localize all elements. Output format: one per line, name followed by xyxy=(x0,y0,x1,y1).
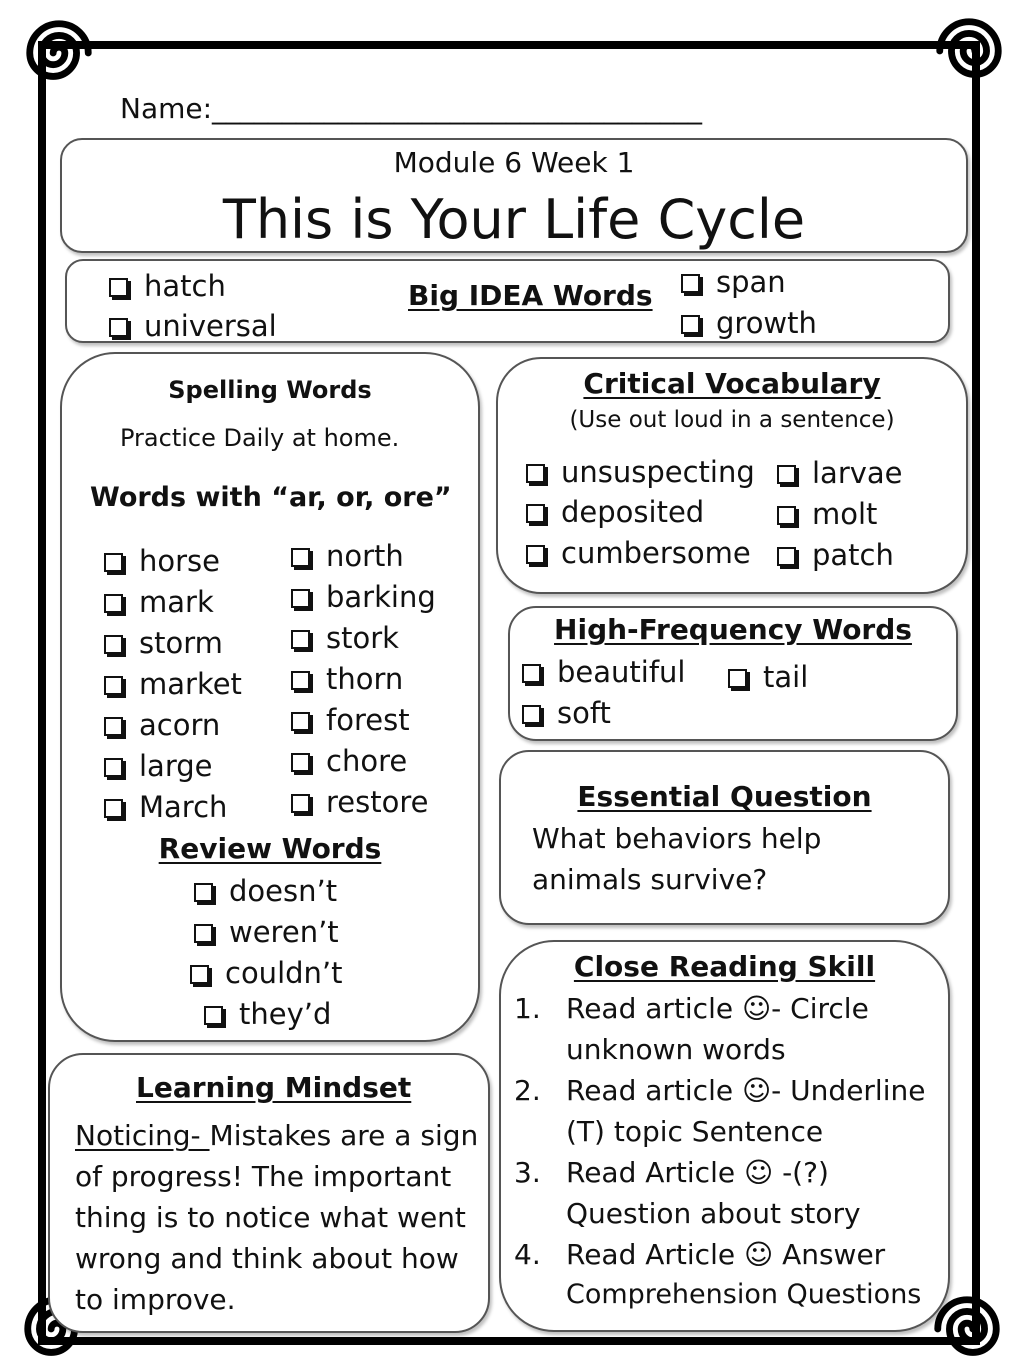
close-reading-number: 2. xyxy=(514,1074,541,1107)
review-heading: Review Words xyxy=(158,832,382,865)
close-reading-step: unknown words xyxy=(566,1033,786,1066)
close-reading-step: (T) topic Sentence xyxy=(566,1115,824,1148)
review-word[interactable]: doesn’t xyxy=(194,874,337,908)
swirl-ornament-top-left xyxy=(20,14,98,92)
review-word[interactable]: couldn’t xyxy=(190,956,343,990)
vocab-word[interactable]: unsuspecting xyxy=(526,455,755,489)
essential-question-heading: Essential Question xyxy=(577,780,872,813)
spelling-word[interactable]: mark xyxy=(104,585,214,619)
vocab-word[interactable]: deposited xyxy=(526,495,704,529)
spelling-word[interactable]: thorn xyxy=(291,662,403,696)
spelling-instruction: Practice Daily at home. xyxy=(120,424,400,452)
learning-mindset-heading: Learning Mindset xyxy=(136,1071,412,1104)
name-field[interactable]: Name:___________________________________ xyxy=(120,92,703,125)
critical-vocab-note: (Use out loud in a sentence) xyxy=(569,407,895,433)
review-word[interactable]: weren’t xyxy=(194,915,339,949)
spelling-word[interactable]: chore xyxy=(291,744,407,778)
vocab-word[interactable]: larvae xyxy=(777,456,903,490)
big-idea-box xyxy=(65,259,950,343)
mindset-text: thing is to notice what went xyxy=(75,1201,466,1234)
mindset-text: of progress! The important xyxy=(75,1160,452,1193)
vocab-word[interactable]: cumbersome xyxy=(526,536,751,570)
spelling-heading: Spelling Words xyxy=(168,376,372,404)
spelling-word[interactable]: acorn xyxy=(104,708,220,742)
vocab-word[interactable]: molt xyxy=(777,497,877,531)
page-title: This is Your Life Cycle xyxy=(222,188,806,251)
spelling-word[interactable]: restore xyxy=(291,785,428,819)
high-frequency-box xyxy=(508,606,958,741)
close-reading-step: Read Article ☺ -(?) xyxy=(566,1156,829,1189)
high-frequency-word[interactable]: beautiful xyxy=(522,655,685,689)
spelling-box xyxy=(60,352,480,1042)
spelling-pattern: Words with “ar, or, ore” xyxy=(90,482,452,513)
essential-question-box xyxy=(499,750,950,925)
title-box xyxy=(60,138,968,253)
spelling-word[interactable]: large xyxy=(104,749,213,783)
high-frequency-word[interactable]: soft xyxy=(522,696,611,730)
essential-question-text: animals survive? xyxy=(532,863,768,896)
mindset-term: Noticing- xyxy=(75,1119,210,1152)
spelling-word[interactable]: stork xyxy=(291,621,399,655)
mindset-text: Mistakes are a sign xyxy=(209,1119,479,1152)
close-reading-heading: Close Reading Skill xyxy=(573,950,876,983)
module-subtitle: Module 6 Week 1 xyxy=(393,146,635,179)
big-idea-word[interactable]: growth xyxy=(681,306,817,340)
learning-mindset-box xyxy=(48,1053,490,1333)
big-idea-word[interactable]: hatch xyxy=(109,269,226,303)
close-reading-step: Read Article ☺ Answer xyxy=(566,1238,886,1271)
critical-vocab-heading: Critical Vocabulary xyxy=(583,367,881,400)
close-reading-number: 4. xyxy=(514,1238,541,1271)
close-reading-step: Question about story xyxy=(566,1197,861,1230)
spelling-word[interactable]: March xyxy=(104,790,227,824)
high-frequency-word[interactable]: tail xyxy=(728,660,808,694)
close-reading-number: 3. xyxy=(514,1156,541,1189)
learning-mindset-first-line xyxy=(75,1119,478,1152)
spelling-word[interactable]: horse xyxy=(104,544,220,578)
big-idea-word[interactable]: span xyxy=(681,265,786,299)
close-reading-step: Read article ☺- Circle xyxy=(566,992,869,1025)
big-idea-heading: Big IDEA Words xyxy=(408,279,653,312)
vocab-word[interactable]: patch xyxy=(777,538,894,572)
spelling-word[interactable]: market xyxy=(104,667,242,701)
swirl-ornament-top-right xyxy=(930,12,1008,90)
close-reading-number: 1. xyxy=(514,992,541,1025)
essential-question-text: What behaviors help xyxy=(532,822,822,855)
spelling-word[interactable]: barking xyxy=(291,580,436,614)
big-idea-word[interactable]: universal xyxy=(109,309,277,343)
spelling-word[interactable]: north xyxy=(291,539,404,573)
high-frequency-heading: High-Frequency Words xyxy=(554,613,912,646)
review-word[interactable]: they’d xyxy=(204,997,331,1031)
critical-vocab-box xyxy=(496,357,968,594)
spelling-word[interactable]: forest xyxy=(291,703,410,737)
mindset-text: to improve. xyxy=(75,1283,236,1316)
mindset-text: wrong and think about how xyxy=(75,1242,459,1275)
close-reading-step: Read article ☺- Underline xyxy=(566,1074,926,1107)
close-reading-box xyxy=(499,940,950,1332)
close-reading-step: Comprehension Questions xyxy=(566,1279,922,1310)
spelling-word[interactable]: storm xyxy=(104,626,223,660)
